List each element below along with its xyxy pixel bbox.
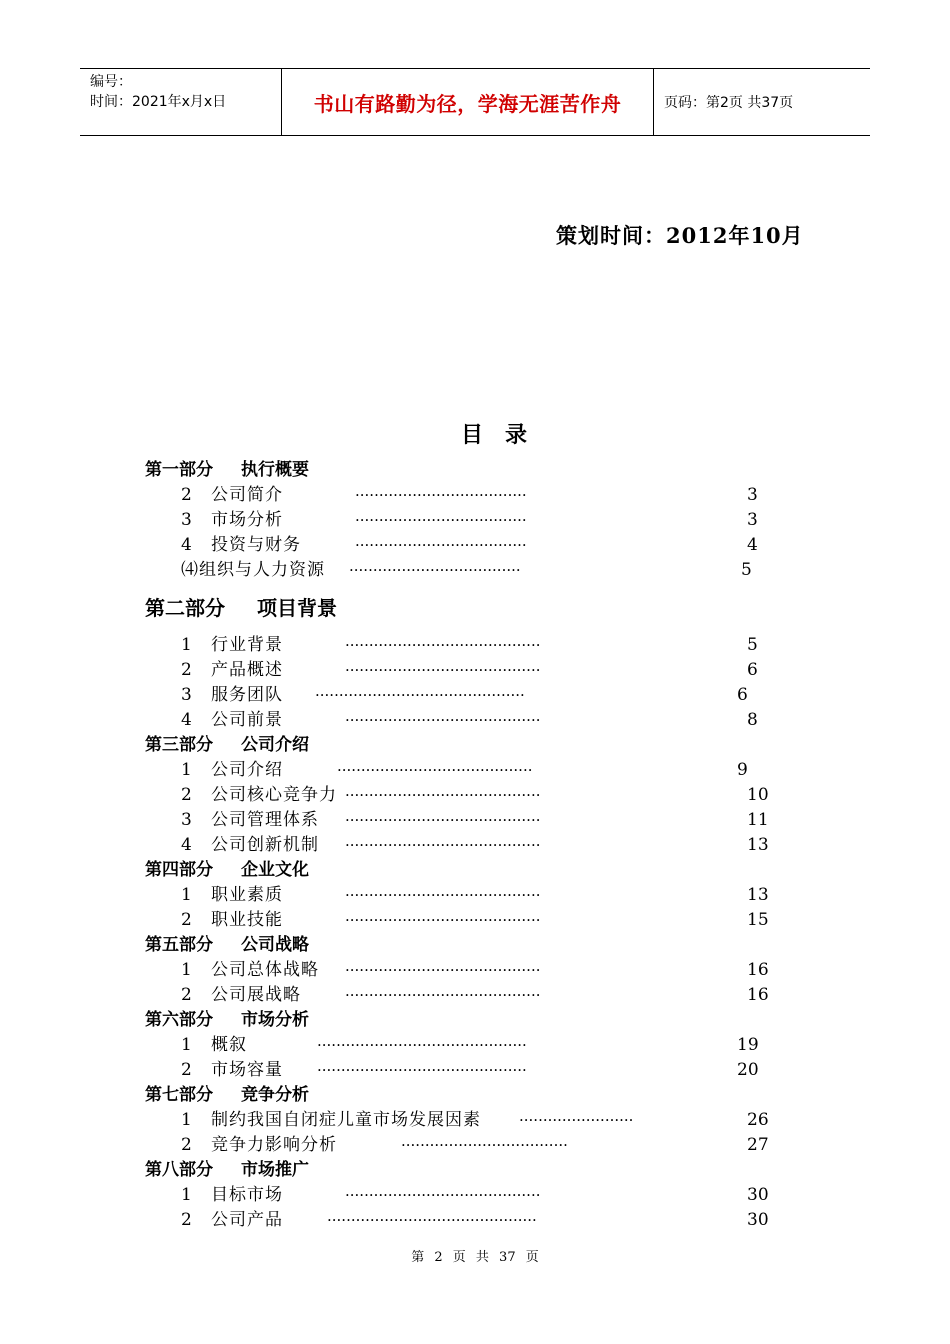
toc-item-title: 职业技能: [211, 910, 283, 930]
toc-item[interactable]: [145, 833, 785, 858]
header-page-info: 页码：第2页 共37页: [664, 95, 794, 111]
header-meta: [80, 69, 282, 135]
toc-item-number: 4: [181, 835, 192, 855]
toc-section-part: 第一部分: [145, 460, 213, 480]
toc-item-title: 公司前景: [211, 710, 283, 730]
toc-item-title: 竞争力影响分析: [211, 1135, 337, 1155]
toc-item-title: 公司总体战略: [211, 960, 319, 980]
toc-leader-dots: ····································: [355, 486, 527, 504]
toc-item[interactable]: [145, 983, 785, 1008]
toc-item[interactable]: [145, 633, 785, 658]
toc-item[interactable]: [145, 783, 785, 808]
toc-item-page: 16: [747, 960, 769, 980]
toc-item-page: 30: [747, 1210, 769, 1230]
toc-leader-dots: ·········································: [345, 636, 541, 654]
toc-item-page: 26: [747, 1110, 769, 1130]
toc-item-page: 19: [737, 1035, 759, 1055]
toc-section-name: 项目背景: [257, 596, 337, 620]
toc-item-title: 公司产品: [211, 1210, 283, 1230]
toc-item-number: 2: [181, 660, 192, 680]
toc-item-page: 15: [747, 910, 769, 930]
toc-item-title: 制约我国自闭症儿童市场发展因素: [211, 1110, 481, 1130]
toc-section-part: 第三部分: [145, 735, 213, 755]
toc-item[interactable]: [145, 1133, 785, 1158]
table-of-contents: [145, 458, 785, 1233]
toc-section-part: 第八部分: [145, 1160, 213, 1180]
toc-item-number: 1: [181, 635, 192, 655]
toc-leader-dots: ·········································: [345, 836, 541, 854]
toc-item-title: 目标市场: [211, 1185, 283, 1205]
toc-item-page: 5: [747, 635, 758, 655]
toc-item[interactable]: [145, 908, 785, 933]
toc-leader-dots: ····································: [349, 561, 521, 579]
toc-item[interactable]: [145, 808, 785, 833]
toc-item-number: 2: [181, 1210, 192, 1230]
toc-leader-dots: ····································: [355, 511, 527, 529]
toc-item[interactable]: [145, 1208, 785, 1233]
toc-section-name: 执行概要: [241, 460, 309, 480]
toc-item-number: 2: [181, 785, 192, 805]
toc-item-title: 公司简介: [211, 485, 283, 505]
toc-item-page: 9: [737, 760, 748, 780]
toc-item-title: 服务团队: [211, 685, 283, 705]
toc-item-number: 2: [181, 1135, 192, 1155]
toc-item-number: 4: [181, 710, 192, 730]
toc-item-title: 公司介绍: [211, 760, 283, 780]
toc-section-part: 第六部分: [145, 1010, 213, 1030]
toc-item-number: 1: [181, 1035, 192, 1055]
toc-leader-dots: ············································: [317, 1061, 527, 1079]
toc-section: [145, 583, 785, 633]
toc-item-number: 1: [181, 885, 192, 905]
toc-leader-dots: ·········································: [345, 786, 541, 804]
toc-section: [145, 1008, 785, 1033]
toc-item[interactable]: [145, 1033, 785, 1058]
toc-item-page: 4: [747, 535, 758, 555]
toc-item[interactable]: [145, 658, 785, 683]
toc-section-name: 市场分析: [241, 1010, 309, 1030]
toc-item-page: 13: [747, 835, 769, 855]
toc-section: [145, 733, 785, 758]
toc-item-number: 2: [181, 485, 192, 505]
toc-section-part: 第五部分: [145, 935, 213, 955]
toc-item-page: 16: [747, 985, 769, 1005]
toc-item-title: 职业素质: [211, 885, 283, 905]
toc-section: [145, 1158, 785, 1183]
toc-leader-dots: ·········································: [337, 761, 533, 779]
toc-leader-dots: ············································: [327, 1211, 537, 1229]
toc-leader-dots: ·········································: [345, 961, 541, 979]
toc-leader-dots: ············································: [317, 1036, 527, 1054]
toc-item-page: 30: [747, 1185, 769, 1205]
toc-section-name: 竞争分析: [241, 1085, 309, 1105]
toc-item-page: 6: [737, 685, 748, 705]
toc-item[interactable]: [145, 958, 785, 983]
toc-section-part: 第四部分: [145, 860, 213, 880]
toc-item[interactable]: [145, 683, 785, 708]
toc-item[interactable]: [145, 883, 785, 908]
toc-item-title: 概叙: [211, 1035, 247, 1055]
toc-item-number: 1: [181, 760, 192, 780]
toc-title: 目录: [460, 422, 549, 448]
toc-leader-dots: ·········································: [345, 911, 541, 929]
toc-item-page: 6: [747, 660, 758, 680]
toc-item-number: 2: [181, 1060, 192, 1080]
toc-section-name: 市场推广: [241, 1160, 309, 1180]
toc-item-page: 8: [747, 710, 758, 730]
toc-section-part: 第七部分: [145, 1085, 213, 1105]
toc-item[interactable]: [145, 508, 785, 533]
toc-leader-dots: ························: [519, 1111, 634, 1129]
toc-leader-dots: ····································: [355, 536, 527, 554]
toc-item[interactable]: [145, 708, 785, 733]
toc-item-number: 2: [181, 910, 192, 930]
toc-item-title: 公司创新机制: [211, 835, 319, 855]
toc-item-title: 产品概述: [211, 660, 283, 680]
toc-section-part: 第二部分: [145, 596, 225, 620]
toc-item-title: 公司展战略: [211, 985, 301, 1005]
toc-item-title: 市场容量: [211, 1060, 283, 1080]
toc-item[interactable]: [145, 483, 785, 508]
toc-section-name: 公司介绍: [241, 735, 309, 755]
toc-section: [145, 458, 785, 483]
toc-section: [145, 933, 785, 958]
toc-item-title: 公司管理体系: [211, 810, 319, 830]
toc-item[interactable]: [145, 1058, 785, 1083]
page-header: [80, 68, 870, 136]
toc-item-page: 20: [737, 1060, 759, 1080]
toc-leader-dots: ·········································: [345, 886, 541, 904]
toc-leader-dots: ···································: [401, 1136, 568, 1154]
plan-time: 策划时间：2012年10月: [556, 223, 804, 248]
toc-item-number: 4: [181, 535, 192, 555]
toc-item-title: 市场分析: [211, 510, 283, 530]
toc-item-number: 1: [181, 1185, 192, 1205]
toc-item-number: 3: [181, 810, 192, 830]
toc-item-title: 行业背景: [211, 635, 283, 655]
header-motto: 书山有路勤为径，学海无涯苦作舟: [282, 69, 654, 135]
toc-item-number: 1: [181, 1110, 192, 1130]
toc-item-title: 公司核心竞争力: [211, 785, 337, 805]
toc-item[interactable]: [145, 558, 785, 583]
time-label: 时间：2021年x月x日: [90, 94, 227, 110]
number-label: 编号：: [90, 74, 132, 90]
toc-item[interactable]: [145, 1183, 785, 1208]
toc-item-page: 27: [747, 1135, 769, 1155]
toc-item-number: 3: [181, 510, 192, 530]
toc-item-page: 3: [747, 510, 758, 530]
toc-item[interactable]: [145, 533, 785, 558]
toc-leader-dots: ·········································: [345, 1186, 541, 1204]
toc-item-number: 3: [181, 685, 192, 705]
toc-leader-dots: ·········································: [345, 811, 541, 829]
toc-item-title: ⑷组织与人力资源: [181, 560, 325, 580]
page-footer: 第 2 页 共 37 页: [411, 1250, 539, 1265]
toc-leader-dots: ············································: [315, 686, 525, 704]
toc-leader-dots: ·········································: [345, 986, 541, 1004]
toc-item-title: 投资与财务: [211, 535, 301, 555]
toc-section: [145, 1083, 785, 1108]
toc-leader-dots: ·········································: [345, 661, 541, 679]
toc-item-number: 1: [181, 960, 192, 980]
toc-item-page: 13: [747, 885, 769, 905]
toc-section-name: 公司战略: [241, 935, 309, 955]
toc-section-name: 企业文化: [241, 860, 309, 880]
toc-item-page: 10: [747, 785, 769, 805]
toc-item[interactable]: [145, 758, 785, 783]
toc-item-page: 3: [747, 485, 758, 505]
toc-section: [145, 858, 785, 883]
toc-leader-dots: ·········································: [345, 711, 541, 729]
toc-item-number: 2: [181, 985, 192, 1005]
toc-item-page: 5: [741, 560, 752, 580]
toc-item[interactable]: [145, 1108, 785, 1133]
toc-item-page: 11: [747, 810, 769, 830]
